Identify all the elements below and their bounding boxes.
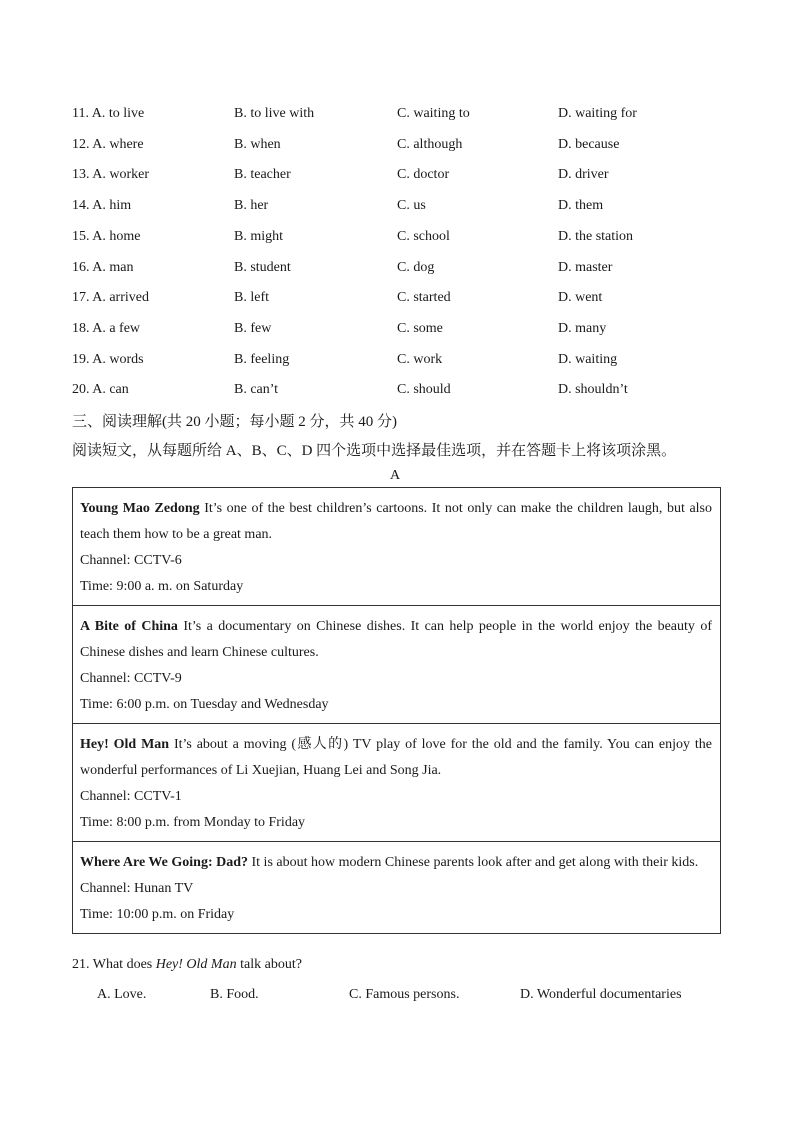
option-text: A. arrived <box>92 290 149 306</box>
cloze-option-row <box>0 229 794 249</box>
cloze-option-a[interactable] <box>72 382 129 398</box>
question-prefix: 21. What does <box>72 957 156 972</box>
program-entry <box>73 488 720 605</box>
option-text: A. where <box>92 136 144 152</box>
cloze-option-d[interactable]: D. the station <box>558 228 634 244</box>
cloze-option-row <box>0 382 794 402</box>
program-text <box>80 850 712 876</box>
option-text: A. him <box>92 198 132 214</box>
option-text: A. home <box>92 228 141 244</box>
question-number: 19. <box>72 351 90 367</box>
cloze-option-a[interactable] <box>72 321 140 337</box>
cloze-option-d[interactable]: D. waiting <box>558 351 618 367</box>
question-number: 20. <box>72 382 90 398</box>
cloze-option-c[interactable]: C. started <box>397 290 451 306</box>
option-text: A. to live <box>91 106 145 121</box>
program-description: It is about how modern Chinese parents look after and get along with their kids. <box>248 855 699 870</box>
option-text: A. words <box>92 351 144 367</box>
cloze-option-a[interactable] <box>72 290 149 306</box>
cloze-option-row <box>0 321 794 341</box>
question-number: 14. <box>72 198 90 214</box>
cloze-option-b[interactable]: B. can’t <box>234 382 279 398</box>
option-text: A. a few <box>92 320 141 336</box>
cloze-option-c[interactable]: C. doctor <box>397 167 450 183</box>
program-description: It’s one of the best children’s cartoons. It not only can make the children laugh, but also teach them how to be a great man. <box>80 501 713 542</box>
program-time: Time: 8:00 p.m. from Monday to Friday <box>80 815 306 830</box>
cloze-option-c[interactable]: C. although <box>397 136 463 152</box>
cloze-option-b[interactable]: B. her <box>234 198 269 214</box>
option-a[interactable]: A. Love. <box>97 987 147 1002</box>
cloze-option-row <box>0 352 794 372</box>
cloze-option-a[interactable] <box>72 106 144 122</box>
option-c[interactable]: C. Famous persons. <box>349 987 460 1002</box>
program-description: It’s a documentary on Chinese dishes. It can help people in the world enjoy the beauty of Chinese dishes and learn Chinese cultures. <box>80 619 712 660</box>
cloze-option-b[interactable]: B. when <box>234 136 281 152</box>
cloze-option-b[interactable]: B. teacher <box>234 167 291 183</box>
question-number: 15. <box>72 228 90 244</box>
program-channel: Channel: CCTV-9 <box>80 671 182 686</box>
cloze-option-b[interactable]: B. might <box>234 228 284 244</box>
cloze-option-row <box>0 167 794 187</box>
cloze-option-row <box>0 260 794 280</box>
question-number: 17. <box>72 290 90 306</box>
cloze-option-d[interactable]: D. waiting for <box>558 106 637 121</box>
cloze-option-d[interactable]: D. master <box>558 259 613 275</box>
program-title: Hey! Old Man <box>80 737 170 752</box>
cloze-option-d[interactable]: D. because <box>558 136 620 152</box>
program-title: A Bite of China <box>80 619 178 634</box>
question-program-title: Hey! Old Man <box>155 957 237 972</box>
question-number: 11. <box>72 106 89 121</box>
section-instructions: 阅读短文，从每题所给 A、B、C、D 四个选项中选择最佳选项，并在答题卡上将该项涂黑。 <box>72 443 677 459</box>
cloze-option-row <box>0 198 794 218</box>
cloze-option-c[interactable]: C. school <box>397 228 450 244</box>
cloze-option-row <box>0 137 794 157</box>
question-number: 18. <box>72 320 90 336</box>
question-number: 12. <box>72 136 90 152</box>
program-time: Time: 9:00 a. m. on Saturday <box>80 579 244 594</box>
cloze-option-a[interactable] <box>72 260 133 276</box>
program-channel: Channel: CCTV-1 <box>80 789 182 804</box>
option-text: A. worker <box>92 167 149 183</box>
cloze-option-a[interactable] <box>72 229 140 245</box>
cloze-option-row <box>0 106 794 126</box>
option-text: A. can <box>92 382 129 398</box>
cloze-option-b[interactable]: B. to live with <box>234 106 315 121</box>
cloze-option-b[interactable]: B. student <box>234 259 291 275</box>
cloze-option-d[interactable]: D. shouldn’t <box>558 382 628 398</box>
program-description: It’s about a moving (感人的) TV play of love for the old and the family. You can enjoy the wonderful performances of Li Xuejian, Huang Lei and Song Jia. <box>80 737 712 778</box>
option-d[interactable]: D. Wonderful documentaries <box>520 987 682 1002</box>
program-text <box>80 614 712 666</box>
question-number: 13. <box>72 167 90 183</box>
cloze-option-a[interactable] <box>72 352 144 368</box>
question-suffix: talk about? <box>236 957 302 972</box>
cloze-option-c[interactable]: C. us <box>397 198 426 214</box>
question-21 <box>72 957 302 973</box>
cloze-option-c[interactable]: C. work <box>397 351 443 367</box>
program-entry <box>73 605 720 723</box>
option-b[interactable]: B. Food. <box>210 987 259 1002</box>
question-21-options <box>0 987 794 1007</box>
program-time: Time: 6:00 p.m. on Tuesday and Wednesday <box>80 697 329 712</box>
program-text <box>80 732 712 784</box>
cloze-option-d[interactable]: D. many <box>558 320 607 336</box>
program-channel: Channel: CCTV-6 <box>80 553 182 568</box>
passage-label: A <box>390 468 401 483</box>
program-channel: Channel: Hunan TV <box>80 881 194 896</box>
cloze-option-c[interactable]: C. should <box>397 382 451 398</box>
cloze-option-b[interactable]: B. feeling <box>234 351 290 367</box>
cloze-option-row <box>0 290 794 310</box>
option-text: A. man <box>92 259 134 275</box>
cloze-option-c[interactable]: C. some <box>397 320 443 336</box>
cloze-option-c[interactable]: C. waiting to <box>397 106 470 121</box>
program-text <box>80 496 712 548</box>
cloze-option-a[interactable] <box>72 167 149 183</box>
cloze-option-c[interactable]: C. dog <box>397 259 435 275</box>
cloze-option-b[interactable]: B. left <box>234 290 269 306</box>
cloze-option-d[interactable]: D. them <box>558 198 604 214</box>
program-entry <box>73 841 720 933</box>
cloze-option-b[interactable]: B. few <box>234 320 272 336</box>
cloze-option-a[interactable] <box>72 137 144 153</box>
program-entry <box>73 723 720 841</box>
cloze-option-d[interactable]: D. went <box>558 290 603 306</box>
tv-program-table <box>72 487 721 934</box>
cloze-option-d[interactable]: D. driver <box>558 167 609 183</box>
section-title: 三、阅读理解(共 20 小题；每小题 2 分，共 40 分) <box>72 414 397 430</box>
program-title: Young Mao Zedong <box>80 501 200 516</box>
question-number: 16. <box>72 259 90 275</box>
cloze-option-a[interactable] <box>72 198 131 214</box>
program-title: Where Are We Going: Dad? <box>80 855 248 870</box>
program-time: Time: 10:00 p.m. on Friday <box>80 907 235 922</box>
